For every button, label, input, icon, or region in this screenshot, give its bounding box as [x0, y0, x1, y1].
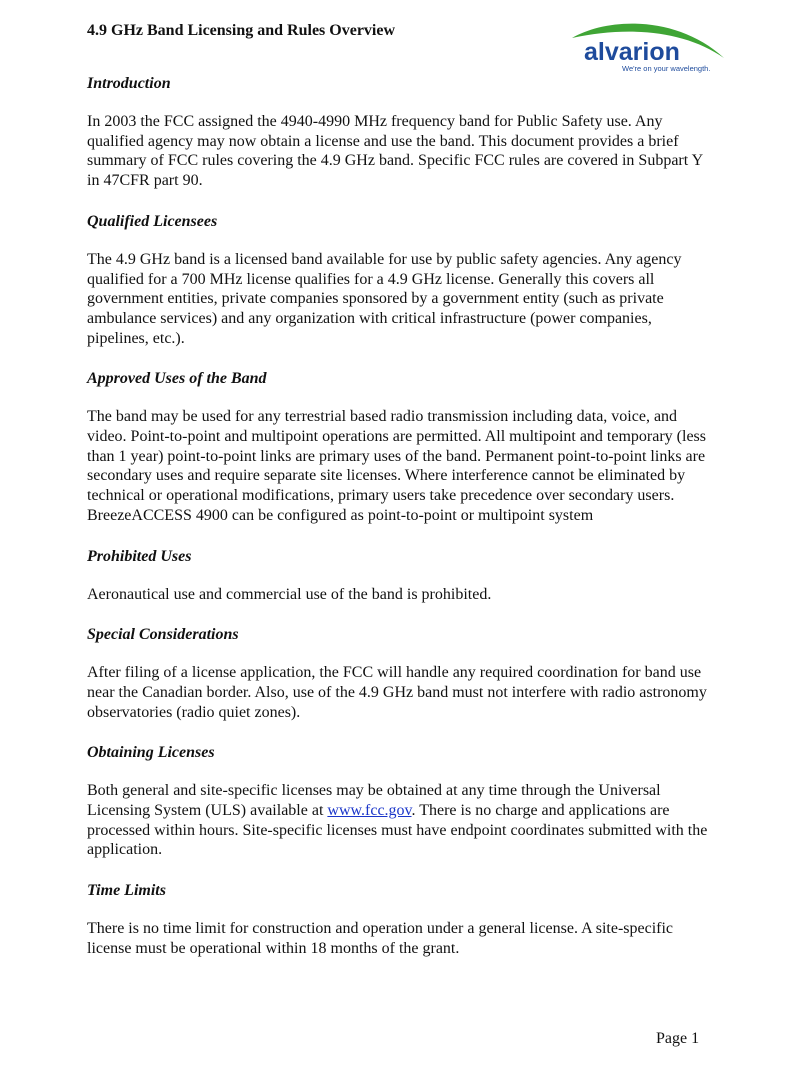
document-title: 4.9 GHz Band Licensing and Rules Overview: [87, 22, 396, 39]
section-introduction: [87, 73, 719, 191]
obtaining-licenses-text-before-link: Both general and site-specific licenses may be obtained at any time through the Universal Licensing System (ULS) available at: [87, 782, 661, 820]
section-heading-special-considerations: Special Considerations: [87, 626, 239, 644]
section-heading-approved-uses: Approved Uses of the Band: [87, 370, 267, 388]
section-heading-introduction: Introduction: [87, 75, 171, 92]
fcc-website-link[interactable]: www.fcc.gov: [327, 802, 412, 820]
obtaining-licenses-text-after-link: . There is no charge and applications are processed within hours. Site-specific licenses must have endpoint coordinates submitted with the application.: [87, 802, 708, 859]
section-qualified-licensees: [87, 211, 719, 349]
alvarion-logo-graphic: [566, 16, 726, 74]
section-prohibited-uses: [87, 546, 719, 605]
alvarion-logo: [566, 16, 726, 74]
section-obtaining-licenses: [87, 742, 719, 860]
section-special-considerations: [87, 624, 719, 722]
section-approved-uses: [87, 368, 719, 525]
page-number: Page 1: [656, 1030, 700, 1047]
section-body-time-limits: There is no time limit for construction and operation under a general license. A site-specific license must be operational within 18 months of the grant.: [87, 920, 674, 957]
section-heading-obtaining-licenses: Obtaining Licenses: [87, 744, 215, 762]
section-heading-prohibited-uses: Prohibited Uses: [87, 547, 192, 565]
section-body-qualified-licensees: The 4.9 GHz band is a licensed band available for use by public safety agencies. Any agency qualified for a 700 MHz license qualifies for a 4.9 GHz license. Generally this covers all government entities, private companies sponsored by a government entity (such as private ambulance services) and any organization with critical infrastructure (power companies, pipelines, etc.).: [87, 250, 682, 347]
section-body-special-considerations: After filing of a license application, the FCC will handle any required coordination for band use near the Canadian border. Also, use of the 4.9 GHz band must not interfere with radio astronomy observatories (radio quiet zones).: [87, 664, 707, 721]
section-heading-qualified-licensees: Qualified Licensees: [87, 212, 218, 230]
section-time-limits: [87, 880, 719, 958]
section-body-prohibited-uses: Aeronautical use and commercial use of the band is prohibited.: [87, 585, 492, 603]
document-body: [87, 73, 719, 979]
section-heading-time-limits: Time Limits: [87, 882, 166, 900]
section-body-approved-uses: The band may be used for any terrestrial based radio transmission including data, voice, and video. Point-to-point and multipoint operations are permitted. All multipoint and temporary (less than 1 year) point-to-point links are primary uses of the band. Permanent point-to-point links are secondary uses and require separate site licenses. Where interference cannot be eliminated by technical or operational modifications, primary users take precedence over secondary users. BreezeACCESS 4900 can be configured as point-to-point or multipoint system: [87, 408, 707, 524]
logo-wordmark: alvarion: [584, 38, 680, 66]
section-body-introduction: In 2003 the FCC assigned the 4940-4990 MHz frequency band for Public Safety use. Any qualified agency may now obtain a license and use the band. This document provides a brief summary of FCC rules covering the 4.9 GHz band. Specific FCC rules are covered in Subpart Y in 47CFR part 90.: [87, 113, 703, 190]
section-body-obtaining-licenses: [87, 781, 719, 860]
logo-tagline: We're on your wavelength.: [622, 64, 711, 73]
